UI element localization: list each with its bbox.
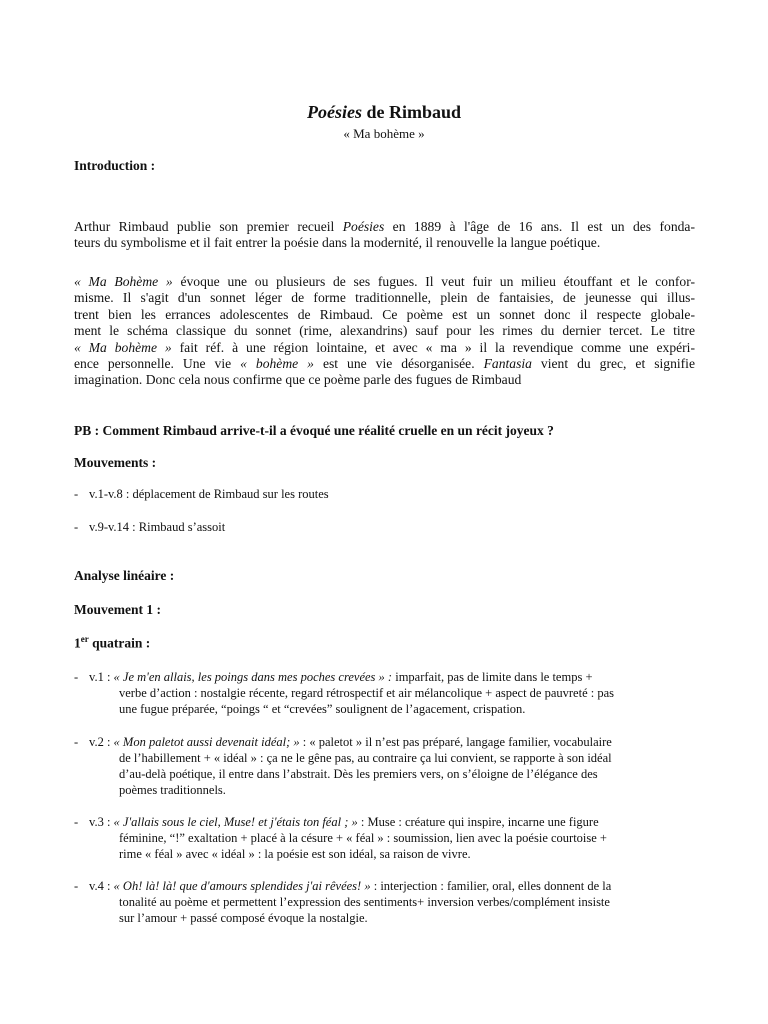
intro-p2-line: misme. Il s'agit d'un sonnet léger de forme traditionnelle, plein de fantaisies, de jeunesse qui illus-: [74, 290, 695, 306]
verse-analysis-line: [74, 814, 694, 830]
list-dash: -: [74, 879, 79, 893]
verse-quote: « Je m'en allais, les poings dans mes poches crevées » :: [113, 670, 396, 684]
verse-analysis-line: une fugue préparée, “poings “ et “crevées” soulignent de l’agacement, crispation.: [119, 702, 526, 716]
verse-analysis-line: rime « féal » avec « idéal » : la poésie est son idéal, sa raison de vivre.: [119, 847, 471, 861]
document-title: [0, 102, 768, 123]
verse-analysis-line: d’au-delà poétique, il entre dans l’abstrait. Dès les premiers vers, on s’éloigne de l’élégance des: [119, 767, 598, 781]
intro-p2-line: « Ma Bohème » évoque une ou plusieurs de ses fugues. Il veut fuir un milieu étouffant et le confor-: [74, 274, 695, 289]
mouvement1-heading: Mouvement 1 :: [74, 602, 161, 617]
list-dash: -: [74, 735, 79, 749]
verse-analysis-item: [74, 814, 694, 862]
verse-comment: : « paletot » il n’est pas préparé, langage familier, vocabulaire: [302, 735, 612, 749]
introduction-heading: Introduction :: [74, 158, 156, 173]
title-rest: de Rimbaud: [361, 102, 461, 122]
verse-quote: « J'allais sous le ciel, Muse! et j'étais ton féal ; »: [113, 815, 361, 829]
verse-analysis-line: [74, 669, 694, 685]
verse-analysis-line: de l’habillement + « idéal » : ça ne le gêne pas, au contraire ça lui convient, se rapporte à son idéal: [119, 751, 612, 765]
intro-p2-line: ence personnelle. Une vie « bohème » est une vie désorganisée. Fantasia vient du grec, et signifie: [74, 356, 695, 372]
mouvement-item: - v.9-v.14 : Rimbaud s’assoit: [74, 520, 226, 534]
verse-analysis-line: tonalité au poème et permettent l’expression des sentiments+ inversion verbes/complément insiste: [119, 895, 610, 909]
verse-analysis-line: féminine, “!” exaltation + placé à la césure + « féal » : soumission, lien avec la poésie courtoise +: [119, 831, 607, 845]
verse-quote: « Mon paletot aussi devenait idéal; »: [113, 735, 303, 749]
verse-analysis-item: [74, 669, 694, 717]
verse-label: v.4 :: [89, 879, 114, 893]
analyse-heading: Analyse linéaire :: [74, 568, 175, 583]
intro-paragraph-2: [74, 274, 695, 389]
title-italic: Poésies: [306, 102, 362, 122]
mouvement-item: - v.1-v.8 : déplacement de Rimbaud sur les routes: [74, 487, 329, 501]
intro-p1-line: Arthur Rimbaud publie son premier recueil Poésies en 1889 à l'âge de 16 ans. Il est un des fonda-: [74, 219, 695, 234]
verse-analysis-line: sur l’amour + passé composé évoque la nostalgie.: [119, 911, 368, 925]
verse-analysis-line: [74, 734, 694, 750]
mouvement-text: v.1-v.8 : déplacement de Rimbaud sur les routes: [89, 487, 329, 501]
verse-label: v.3 :: [89, 815, 114, 829]
verse-comment: imparfait, pas de limite dans le temps +: [395, 670, 593, 684]
verse-analysis-line: verbe d’action : nostalgie récente, regard rétrospectif et air mélancolique + aspect de pauvreté : pas: [119, 686, 615, 700]
document-subtitle: « Ma bohème »: [343, 126, 425, 141]
mouvements-heading: Mouvements :: [74, 455, 157, 470]
verse-analysis-item: [74, 878, 694, 926]
verse-label: v.2 :: [89, 735, 114, 749]
intro-p2-line: ment le schéma classique du sonnet (rime, alexandrins) sauf pour les rimes du dernier tercet. Le titre: [74, 323, 695, 339]
intro-p2-line: « Ma bohème » fait réf. à une région lointaine, et avec « ma » il la revendique comme une expéri-: [74, 339, 695, 355]
list-dash: -: [74, 815, 79, 829]
verse-analysis-item: [74, 734, 694, 798]
intro-p1-line: teurs du symbolisme et il fait entrer la poésie dans la modernité, il renouvelle la langue poétique.: [74, 235, 601, 251]
intro-p2-line: imagination. Donc cela nous confirme que ce poème parle des fugues de Rimbaud: [74, 372, 522, 388]
quatrain-heading: 1er quatrain :: [74, 634, 151, 651]
verse-comment: : Muse : créature qui inspire, incarne une figure: [360, 815, 599, 829]
problematique: PB : Comment Rimbaud arrive-t-il a évoqué une réalité cruelle en un récit joyeux ?: [74, 423, 554, 438]
intro-paragraph-1: [74, 219, 695, 252]
verse-label: v.1 :: [89, 670, 114, 684]
intro-p2-line: trent bien les errances adolescentes de Rimbaud. Ce poème est un sonnet donc il respecte globale-: [74, 306, 695, 322]
mouvement-text: v.9-v.14 : Rimbaud s’assoit: [89, 520, 226, 534]
verse-analysis-line: poèmes traditionnels.: [119, 783, 226, 797]
verse-quote: « Oh! là! là! que d'amours splendides j'ai rêvées! »: [113, 879, 374, 893]
verse-analysis-line: [74, 878, 694, 894]
list-dash: -: [74, 670, 79, 684]
verse-comment: : interjection : familier, oral, elles donnent de la: [373, 879, 612, 893]
